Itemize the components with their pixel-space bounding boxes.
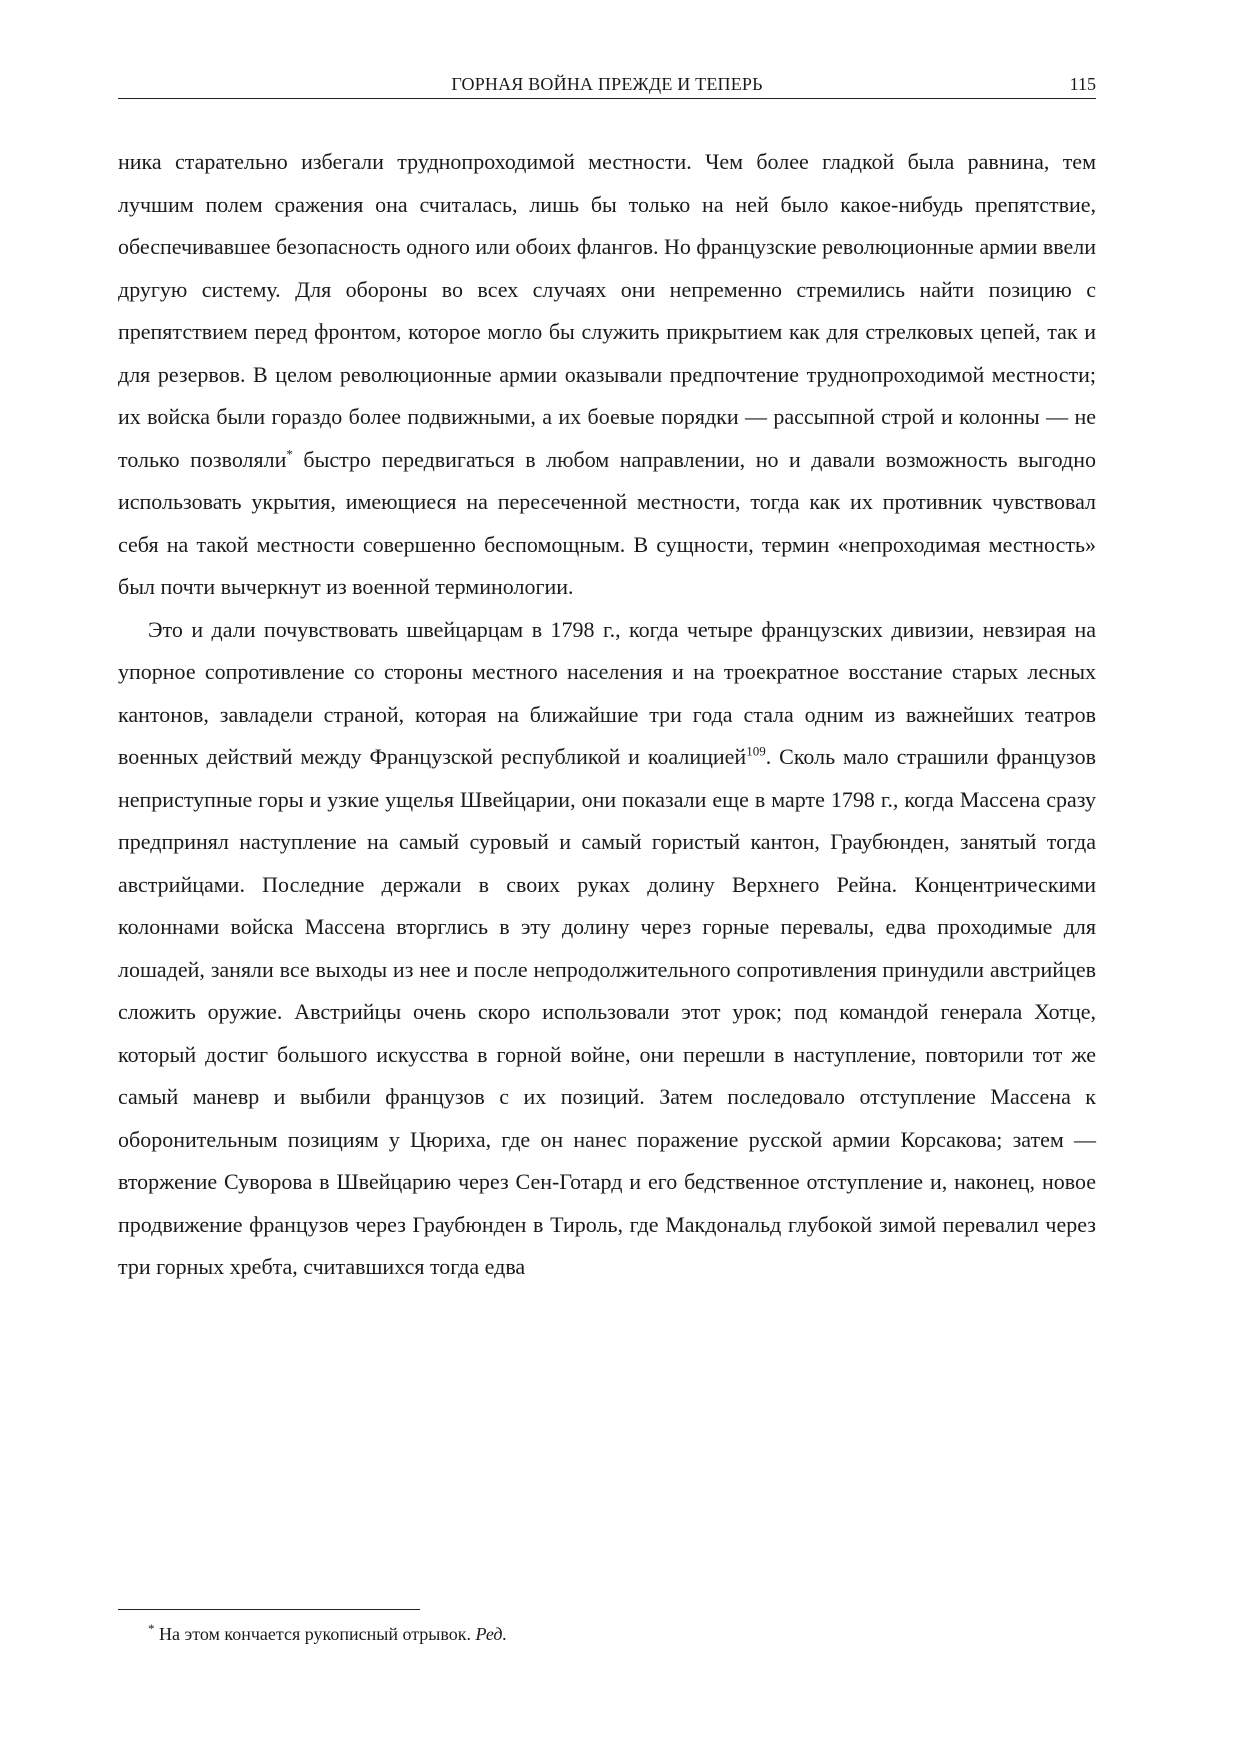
main-text [118,141,1096,1289]
running-header [118,70,1096,99]
paragraph-text: ника старательно избегали труднопроходимой местности. Чем более гладкой была равнина, тем лучшим полем сражения она считалась, лишь бы только на ней было какое-нибудь препятствие, обеспечивавшее безопасность одного или обоих флангов. Но французские революционные армии ввели другую систему. Для обороны во всех случаях они непременно стремились найти позицию с препятствием перед фронтом, которое могло бы служить прикрытием как для стрелковых цепей, так и для резервов. В целом революционные армии оказывали предпочтение труднопроходимой местности; их войска были гораздо более подвижными, а их боевые порядки — рассыпной строй и колонны — не только позволяли [118,149,1096,472]
paragraph-text: . Сколь мало страшили французов неприступные горы и узкие ущелья Швейцарии, они показали еще в марте 1798 г., когда Массена сразу предпринял наступление на самый суровый и самый гористый кантон, Граубюнден, занятый тогда австрийцами. Последние держали в своих руках долину Верхнего Рейна. Концентрическими колоннами войска Массена вторглись в эту долину через горные перевалы, едва проходимые для лошадей, заняли все выходы из нее и после непродолжительного сопротивления принудили австрийцев сложить оружие. Австрийцы очень скоро использовали этот урок; под командой генерала Хотце, который достиг большого искусства в горной войне, они перешли в наступление, повторили тот же самый маневр и выбили французов с их позиций. Затем последовало отступление Массена к оборонительным позициям у Цюриха, где он нанес поражение русской армии Корсакова; затем — вторжение Суворова в Швейцарию через Сен-Готард и его бедственное отступление и, наконец, новое продвижение французов через Граубюнден в Тироль, где Макдональд глубокой зимой перевалил через три горных хребта, считавшихся тогда едва [118,744,1096,1279]
footnote-reference: * [286,446,293,462]
endnote-reference: 109 [746,743,766,759]
footnote-text: На этом кончается рукописный отрывок. [154,1624,476,1644]
paragraph-text: быстро передвигаться в любом направлении, но и давали возможность выгодно использовать укрытия, имеющиеся на пересеченной местности, тогда как их противник чувствовал себя на такой местности совершенно беспомощным. В сущности, термин «непроходимая местность» был почти вычеркнут из военной терминологии. [118,446,1096,599]
paragraph-text: Это и дали почувствовать швейцарцам в 1798 г., когда четыре французских дивизии, невзирая на упорное сопротивление со стороны местного населения и на троекратное восстание старых лесных кантонов, завладели страной, которая на ближайшие три года стала одним из важнейших театров военных действий между Французской республикой и коалицией [118,616,1096,769]
page-number: 115 [1069,74,1096,94]
footnote-divider [118,1609,420,1610]
footnote [148,1621,507,1647]
paragraph-continued [118,141,1096,609]
paragraph [118,609,1096,1289]
footnote-editor-note: Ред. [475,1624,508,1644]
running-title: ГОРНАЯ ВОЙНА ПРЕЖДЕ И ТЕПЕРЬ [451,74,763,94]
footnote-mark: * [148,1621,155,1636]
